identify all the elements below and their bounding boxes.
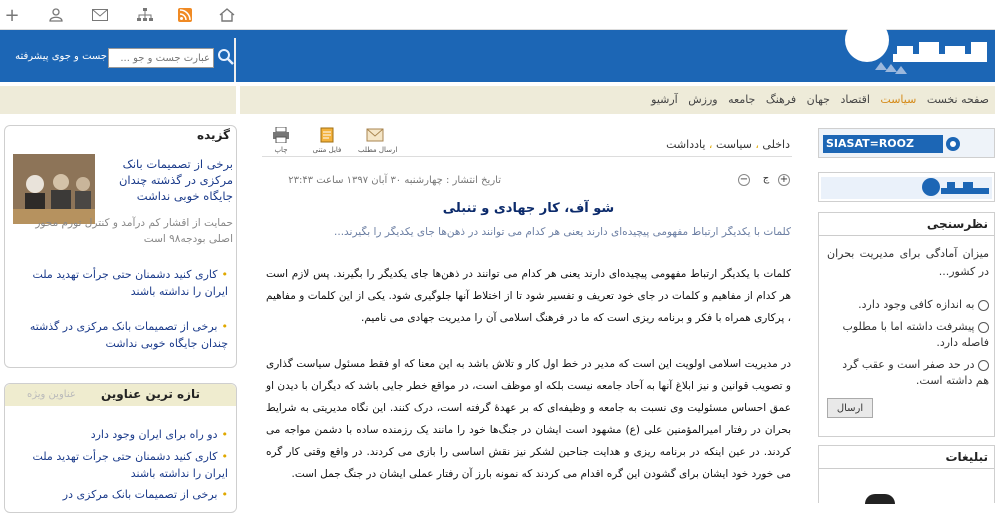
main-nav — [0, 86, 995, 114]
print-label: چاپ — [274, 146, 288, 154]
zoom-out-icon[interactable]: − — [739, 174, 749, 185]
nav-item-world[interactable]: جهان — [806, 93, 830, 106]
nav-item-politics[interactable]: سیاست — [880, 93, 917, 106]
home-icon[interactable] — [218, 6, 236, 24]
breadcrumb-item[interactable]: داخلی — [762, 138, 790, 151]
divider — [819, 235, 994, 236]
search-box — [3, 38, 236, 82]
search-input[interactable] — [108, 48, 214, 68]
ads-box — [818, 445, 995, 503]
feature-headline[interactable]: برخی از تصمیمات بانک مرکزی در گذشته چندان جایگاه خوبی نداشت — [118, 157, 233, 203]
nav-item-culture[interactable]: فرهنگ — [765, 93, 797, 106]
picks-item[interactable]: • کاری کنید دشمنان حتی جرأت تهدید ملت ایران را نداشته باشند — [13, 266, 228, 300]
nav-item-home[interactable]: صفحه نخست — [926, 93, 989, 106]
article-lead: کلمات با یکدیگر ارتباط مفهومی پیچیده‌ای دارند یعنی هر کدام می توانند در ذهن‌ها جای یکدیگر را بگیرند... — [334, 226, 791, 238]
nav-item-economy[interactable]: اقتصاد — [840, 93, 870, 106]
search-icon[interactable] — [215, 46, 237, 68]
send-icon — [366, 127, 386, 143]
sitemap-icon[interactable] — [136, 6, 154, 24]
rss-icon[interactable] — [176, 6, 194, 24]
poll-option[interactable]: به اندازه کافی وجود دارد. — [827, 297, 989, 313]
picks-box — [4, 125, 237, 368]
site-logo[interactable] — [835, 12, 995, 82]
latest-box — [4, 383, 237, 513]
latest-item[interactable]: • دو راه برای ایران وجود دارد — [13, 426, 228, 443]
ads-title: تبلیغات — [945, 450, 988, 464]
poll-option[interactable]: در حد صفر است و عقب گرد هم داشته است. — [842, 358, 989, 387]
banner-logo-icon — [943, 135, 963, 153]
breadcrumb-item[interactable]: یادداشت — [666, 138, 706, 151]
article-paragraph: در مدیریت اسلامی اولویت این است که مدیر در خط اول کار و تلاش باشد به این معنا که او فقط مسئول سیاست گذاری و تصویب قوانین و نیز ابلاغ آنها به آحاد جامعه نیست بلکه او موظف است، در مواقع خطر جایی باشد که دیگران با دیدن او عمق احساس مسئولیت وی نسبت به جامعه و وظیفه‌ای که بر عهدهٔ گرفته است، درک کنند. این نگاه مدیریتی به شرایط بحران در رفتار امیرالمؤمنین علی (ع) مشهود است ایشان در جنگ‌ها خود را مانند یک رزمنده ساده با دشمن مواجه می کردند. در عین اینکه در برنامه ریزی و هدایت جناحین لشکر نیز نقش اساسی را بازی می کردند. در واقع وقتی کار گره می خورد خود ایشان برای گشودن این گره اقدام می کردند که نمونه بارز آن رفتار عملی ایشان در جنگ جمل است. — [266, 358, 791, 480]
siasat-rooz-banner[interactable] — [818, 128, 995, 158]
nav-item-sports[interactable]: ورزش — [688, 93, 718, 106]
poll-submit-button[interactable]: ارسال — [827, 398, 873, 418]
site-header — [0, 30, 995, 82]
feature-photo[interactable] — [13, 154, 95, 224]
feature-summary: حمایت از اقشار کم درآمد و کنترل تورم محور اصلی بودجه۹۸ است — [35, 217, 233, 245]
article-paragraph: کلمات با یکدیگر ارتباط مفهومی پیچیده‌ای دارند یعنی هر کدام می توانند در ذهن‌ها جای یکدیگر را بگیرند. پس لازم است هر کدام از مفاهیم و کلمات در جای خود تعریف و تفسیر شود تا از اختلاط آنها جلوگیری شود. یکی از این کلمات و مفاهیم ، پرکاری همراه با فکر و برنامه ریزی است که ما در فرهنگ اسلامی آن را مدیریت جهادی می نامیم. — [266, 268, 791, 324]
banner-text: SIASAT=ROOZ — [823, 135, 943, 153]
poll-radio[interactable] — [978, 360, 989, 371]
breadcrumb: داخلی ، سیاست ، یادداشت — [666, 138, 790, 151]
logo-banner[interactable] — [818, 172, 995, 202]
send-label: ارسال مطلب — [358, 146, 398, 154]
logo-banner-icon — [919, 176, 991, 200]
latest-item[interactable]: • برخی از تصمیمات بانک مرکزی در — [13, 486, 228, 503]
publish-date: تاریخ انتشار : چهارشنبه ۳۰ آبان ۱۳۹۷ ساعت ۲۳:۴۳ — [288, 175, 501, 186]
text-size-icon[interactable]: ج — [762, 173, 770, 184]
zoom-in-icon[interactable]: + — [779, 174, 789, 185]
text-file-action[interactable] — [312, 127, 342, 154]
divider — [819, 468, 994, 469]
poll-radio[interactable] — [978, 322, 989, 333]
nav-divider — [236, 86, 240, 114]
poll-question: میزان آمادگی برای مدیریت بحران در کشور... — [827, 247, 989, 278]
nav-item-society[interactable]: جامعه — [728, 93, 756, 106]
document-icon — [319, 127, 335, 143]
text-file-label: فایل متنی — [312, 146, 342, 154]
latest-item[interactable]: • کاری کنید دشمنان حتی جرأت تهدید ملت ایران را نداشته باشند — [13, 448, 228, 482]
user-icon[interactable] — [47, 6, 65, 24]
article-title: شو آف، کار جهادی و تنبلی — [442, 201, 615, 216]
poll-title: نظرسنجی — [926, 217, 988, 231]
picks-title: گزیده — [197, 128, 230, 142]
breadcrumb-item[interactable]: سیاست — [715, 138, 752, 151]
advanced-search-link[interactable]: جست و جوی پیشرفته — [15, 51, 107, 62]
poll-radio[interactable] — [978, 300, 989, 311]
send-article-action[interactable] — [358, 127, 398, 154]
mail-icon[interactable] — [91, 6, 109, 24]
plus-icon[interactable]: + — [4, 4, 20, 26]
tab-featured[interactable]: عناوین ویژه — [27, 389, 76, 400]
picks-item[interactable]: • برخی از تصمیمات بانک مرکزی در گذشته چندان جایگاه خوبی نداشت — [13, 318, 228, 352]
tab-latest[interactable]: تازه ترین عناوین — [101, 387, 200, 401]
poll-option[interactable]: پیشرفت داشته اما با مطلوب فاصله دارد. — [842, 320, 989, 349]
printer-icon — [272, 127, 290, 143]
nav-item-archive[interactable]: آرشیو — [651, 93, 678, 106]
print-action[interactable] — [270, 127, 292, 154]
divider — [262, 156, 792, 157]
